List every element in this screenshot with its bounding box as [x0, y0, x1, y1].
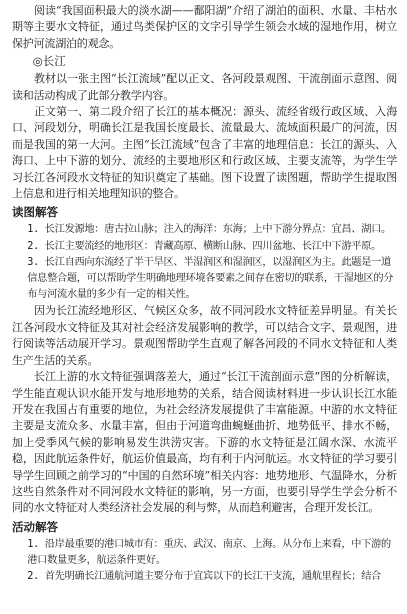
activity-answer-2: 2. 首先明确长江通航河道主要分布于宜宾以下的长江干支流，通航里程长；结合	[27, 571, 381, 583]
activity-answer-1: 1. 沿岸最重要的港口城市有：重庆、武汉、南京、上海。从分布上来看，中下游的港口数量更多，航运条件更好。	[27, 538, 391, 566]
reading-answers-heading: 读图解答	[12, 205, 58, 220]
reading-answer-1: 1. 长江发源地：唐古拉山脉；注入的海洋：东海；上中下游分界点：宜昌、湖口。	[27, 224, 391, 236]
paragraph-2: 正文第一、第二段介绍了长江的基本概况：源头、流经省级行政区域、入海口、河段划分，明确长江是我国长度最长、流量最大、流域面积最广的河流，因而是我国的第一大河。主图“长江流域”包含了丰富的地理信息：长江的源头、入海口、上中下游的划分、流经的主要地形区和行政区域、主要支流等，为学生学习长江各河段水文特征的知识奠定了基础。图下设置了读图题，帮助学生提取图上信息和进行相关地理知识的整合。	[12, 105, 397, 201]
paragraph-3: 因为长江流经地形区、气候区众多，故不同河段水文特征差异明显。有关长江各河段水文特征及其对社会经济发展影响的教学，可以结合文字、景观图，进行阅读等活动展开学习。景观图帮助学生直观了解各河段的不同水文特征和人类生产生活的关系。	[12, 304, 397, 367]
activity-answers-heading: 活动解答	[12, 519, 58, 534]
paragraph-1: 教材以一张主图“长江流域”配以正文、各河段景观图、干流剖面示意图、阅读和活动构成了此部分教学内容。	[12, 72, 397, 102]
section-title: 长江	[42, 54, 66, 69]
reading-answer-3: 3. 长江自西向东流经了半干旱区、半湿润区和湿润区，以湿润区为主。此题是一道信息整合题，可以帮助学生明确地理环境各要素之间存在密切的联系，干湿地区的分布与河流水量的多少有一定的相关性。	[27, 256, 394, 301]
section-mark-icon: ◎	[32, 54, 43, 69]
intro-paragraph: 阅读“我国面积最大的淡水湖——鄱阳湖”介绍了湖泊的面积、水量、丰枯水期等主要水文特征，通过鸟类保护区的文字引导学生领会水域的湿地作用，树立保护河流湖泊的观念。	[12, 4, 397, 50]
paragraph-4: 长江上游的水文特征强调落差大，通过“长江干流剖面示意”图的分析解读，学生能直观认识水能开发与地形地势的关系，结合阅读材料进一步认识长江水能开发在我国占有重要的地位，为社会经济发展提供了丰富能源。中游的水文特征主要是支流众多、水量丰富，但由于河道弯曲蜿蜒曲折、地势低平、排水不畅，加上受季风气候的影响易发生洪涝灾害。下游的水文特征是江阔水深、水流平稳，因此航运条件好，航运价值最高，均有利于内河航运。水文特征的学习要引导学生回顾之前学习的“中国的自然环境”相关内容：地势地形、气温降水，分析这些自然条件对不同河段水文特征的影响，另一方面，也要引导学生学会分析不同的水文特征对人类经济社会发展的利与弊，从而趋利避害，合理开发长江。	[12, 370, 397, 515]
section-heading	[33, 53, 397, 70]
reading-answer-2: 2. 长江主要流经的地形区：青藏高原、横断山脉、四川盆地、长江中下游平原。	[27, 240, 381, 252]
